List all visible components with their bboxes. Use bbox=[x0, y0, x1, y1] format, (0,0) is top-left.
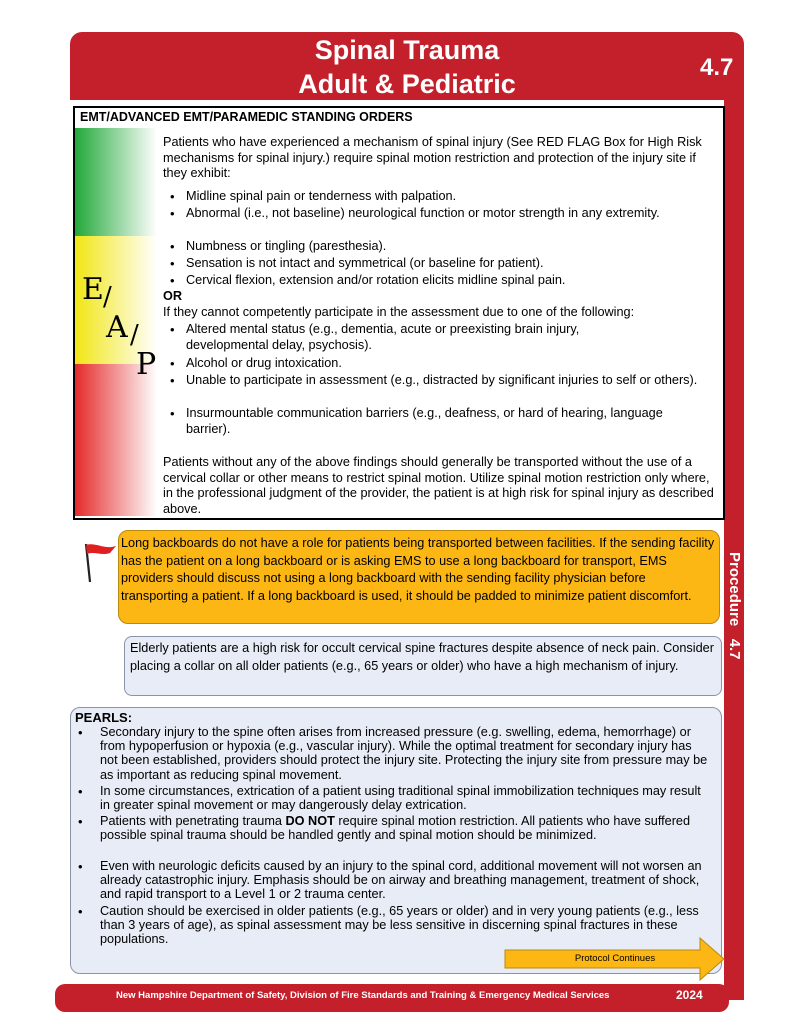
pearl-item: In some circumstances, extrication of a patient using traditional spinal immobilization techniques may result in greater spinal movement or may dangerously delay extrication. bbox=[100, 784, 701, 813]
criteria-item: Midline spinal pain or tenderness with palpation. bbox=[186, 189, 457, 203]
bullet-icon: • bbox=[170, 239, 175, 254]
page-title-line1: Spinal Trauma bbox=[314, 35, 500, 65]
bullet-icon: • bbox=[170, 273, 175, 288]
condition-item: Alcohol or drug intoxication. bbox=[186, 356, 342, 370]
if-line: If they cannot competently participate in the assessment due to one of the following: bbox=[163, 305, 635, 319]
criteria-item: Abnormal (i.e., not baseline) neurological function or motor strength in any extremity. bbox=[186, 206, 660, 220]
bullet-icon: • bbox=[170, 256, 175, 271]
bullet-icon: • bbox=[170, 356, 175, 371]
bullet-icon: • bbox=[170, 206, 175, 221]
elderly-note: Elderly patients are a high risk for occult cervical spine fractures despite absence of neck pain. Consider placing a collar on all older patients (e.g., 65 years or older) who have a high mechanism of injury. bbox=[130, 641, 714, 673]
bullet-icon: • bbox=[78, 725, 83, 740]
pearl-item: Even with neurologic deficits caused by an injury to the spinal cord, additional movement will not worsen an already catastrophic injury. Emphasis should be on airway and breathing management, treatment of shock, and rapid transport to a Level 1 or 2 trauma center. bbox=[100, 859, 702, 902]
standing-orders-intro: Patients who have experienced a mechanism of spinal injury (See RED FLAG Box for High Risk mechanisms for spinal injury.) require spinal motion restriction and protection of the injury site if they exhibit: bbox=[163, 135, 702, 180]
condition-item: Unable to participate in assessment (e.g., distracted by significant injuries to self or others). bbox=[186, 373, 698, 387]
criteria-item: Sensation is not intact and symmetrical (or baseline for patient). bbox=[186, 256, 544, 270]
footer-year: 2024 bbox=[676, 988, 703, 1002]
bullet-icon: • bbox=[170, 373, 175, 388]
pearl-emphasis: DO NOT bbox=[285, 814, 335, 828]
side-bar bbox=[724, 100, 744, 1000]
condition-item: Insurmountable communication barriers (e.g., deafness, or hard of hearing, language barrier). bbox=[186, 406, 663, 436]
bullet-icon: • bbox=[170, 406, 175, 421]
pearl-text: require spinal motion restriction. All patients who have suffered possible spinal trauma should be handled gently and spinal motion should be minimized. bbox=[100, 814, 691, 843]
bullet-icon: • bbox=[170, 322, 175, 337]
standing-orders-heading: EMT/ADVANCED EMT/PARAMEDIC STANDING ORDERS bbox=[80, 110, 413, 124]
criteria-item: Numbness or tingling (paresthesia). bbox=[186, 239, 387, 253]
level-e-label: E bbox=[82, 272, 104, 307]
level-slash-1: / bbox=[103, 282, 112, 312]
condition-item: Altered mental status (e.g., dementia, acute or preexisting brain injury, developmental delay, psychosis). bbox=[186, 322, 580, 352]
bullet-icon: • bbox=[78, 814, 83, 829]
pearl-item: Secondary injury to the spine often arises from increased pressure (e.g. swelling, edema, hemorrhage) or from hypoperfusion or hypoxia (e.g., vascular injury). While the optimal treatment for secondary injury has not been established, providers should protect the injury site. Protecting the injury site from pressure may be as important as reducing spinal movement. bbox=[100, 725, 708, 782]
level-a-label: A bbox=[106, 310, 128, 345]
emt-level-strip bbox=[75, 128, 157, 236]
criteria-item: Cervical flexion, extension and/or rotation elicits midline spinal pain. bbox=[186, 273, 566, 287]
footer-agency: New Hampshire Department of Safety, Division of Fire Standards and Training & Emergency Medical Services bbox=[116, 990, 610, 1001]
paramedic-level-strip bbox=[75, 364, 157, 516]
level-slash-2: / bbox=[130, 320, 139, 350]
page-header bbox=[70, 32, 744, 100]
level-p-label: P bbox=[136, 347, 157, 382]
protocol-number: 4.7 bbox=[700, 54, 734, 81]
side-tab-label: Procedure 4.7 bbox=[726, 552, 743, 660]
bullet-icon: • bbox=[78, 784, 83, 799]
bullet-icon: • bbox=[78, 904, 83, 919]
red-flag-icon bbox=[80, 540, 120, 584]
red-flag-note: Long backboards do not have a role for patients being transported between facilities. If the sending facility has the patient on a long backboard or is asking EMS to use a long backboard for transport, EMS providers should discuss not using a long backboard with the sending facility physician before transporting a patient. If a long backboard is used, it should be padded to minimize patient discomfort. bbox=[121, 536, 715, 603]
pearls-heading: PEARLS: bbox=[75, 710, 133, 725]
pearl-item: Caution should be exercised in older patients (e.g., 65 years or older) and in very young patients (e.g., less than 3 years of age), as spinal assessment may be less sensitive in discerning spinal fractures in these populations. bbox=[100, 904, 699, 947]
bullet-icon: • bbox=[78, 859, 83, 874]
bullet-icon: • bbox=[170, 189, 175, 204]
page-title-line2: Adult & Pediatric bbox=[298, 69, 516, 99]
standing-orders-closing: Patients without any of the above findings should generally be transported without the use of a cervical collar or other means to restrict spinal motion. Utilize spinal motion restriction only where, in the professional judgment of the provider, the patient is at high risk for spinal injury as described above. bbox=[163, 455, 714, 516]
pearl-text: Patients with penetrating trauma bbox=[100, 814, 286, 828]
or-label: OR bbox=[163, 289, 183, 303]
protocol-continues-link[interactable]: Protocol Continues bbox=[574, 953, 656, 964]
pearl-item bbox=[100, 814, 712, 842]
